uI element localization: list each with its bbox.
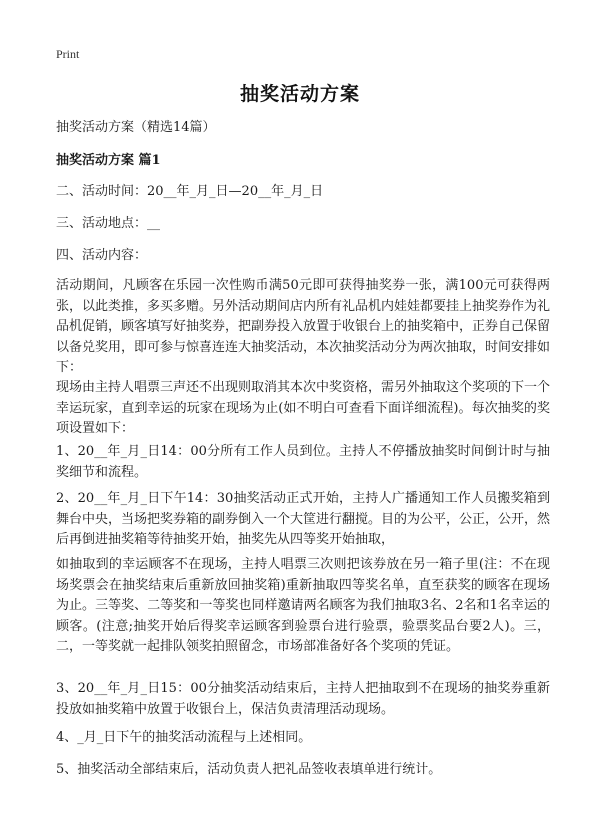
step-5: 5、抽奖活动全部结束后，活动负责人把礼品签收表填单进行统计。 bbox=[56, 762, 442, 777]
section-heading: 抽奖活动方案 篇1 bbox=[56, 153, 161, 168]
step-2: 2、20__年_月_日下午14：30抽奖活动正式开始，主持人广播通知工作人员搬奖箱到舞台中央，当场把奖券箱的副券倒入一个大筐进行翻搅。目的为公平，公正，公开，然后再倒进抽奖箱等待抽奖开始，抽奖先从四等奖开始抽取， bbox=[56, 491, 551, 547]
step-2-continued: 如抽取到的幸运顾客不在现场，主持人唱票三次则把该券放在另一箱子里(注：不在现场奖票会在抽奖结束后重新放回抽奖箱)重新抽取四等奖名单，直至获奖的顾客在现场为止。三等奖、二等奖和一等奖也同样邀请两名顾客为我们抽取3名、2名和1名幸运的顾客。(注意;抽奖开始后得奖幸运顾客到验票台进行验票，验票奖品台要2人)。三，二，一等奖就一起排队领奖拍照留念，市场部准备好各个奖项的凭证。 bbox=[56, 557, 550, 654]
step-3: 3、20__年_月_日15：00分抽奖活动结束后，主持人把抽取到不在现场的抽奖券重新投放如抽奖箱中放置于收银台上，保洁负责清理活动现场。 bbox=[56, 681, 550, 717]
step-4: 4、_月_日下午的抽奖活动流程与上述相同。 bbox=[56, 730, 312, 745]
activity-content-line: 四、活动内容： bbox=[56, 248, 148, 263]
page-title: 抽奖活动方案 bbox=[239, 83, 360, 105]
activity-time-line: 二、活动时间：20__年_月_日—20__年_月_日 bbox=[56, 184, 324, 199]
print-link[interactable]: Print bbox=[56, 47, 80, 61]
paragraph-host: 现场由主持人唱票三声还不出现则取消其本次中奖资格，需另外抽取这个奖项的下一个幸运玩家，直到幸运的玩家在现场为止(如不明白可查看下面详细流程)。每次抽奖的奖项设置如下： bbox=[56, 380, 551, 436]
document-subtitle: 抽奖活动方案（精选14篇） bbox=[56, 120, 216, 135]
step-1: 1、20__年_月_日14：00分所有工作人员到位。主持人不停播放抽奖时间倒计时与抽奖细节和流程。 bbox=[56, 444, 550, 480]
activity-location-line: 三、活动地点：__ bbox=[56, 216, 161, 231]
paragraph-rules: 活动期间，凡顾客在乐园一次性购币满50元即可获得抽奖券一张，满100元可获得两张，以此类推，多买多赠。另外活动期间店内所有礼品机内娃娃都要挂上抽奖券作为礼品机促销，顾客填写好抽奖券，把副券投入放置于收银台上的抽奖箱中，正券自己保留以备兑奖用，即可参与惊喜连连大抽奖活动，本次抽奖活动分为两次抽取，时间安排如下： bbox=[56, 278, 551, 375]
